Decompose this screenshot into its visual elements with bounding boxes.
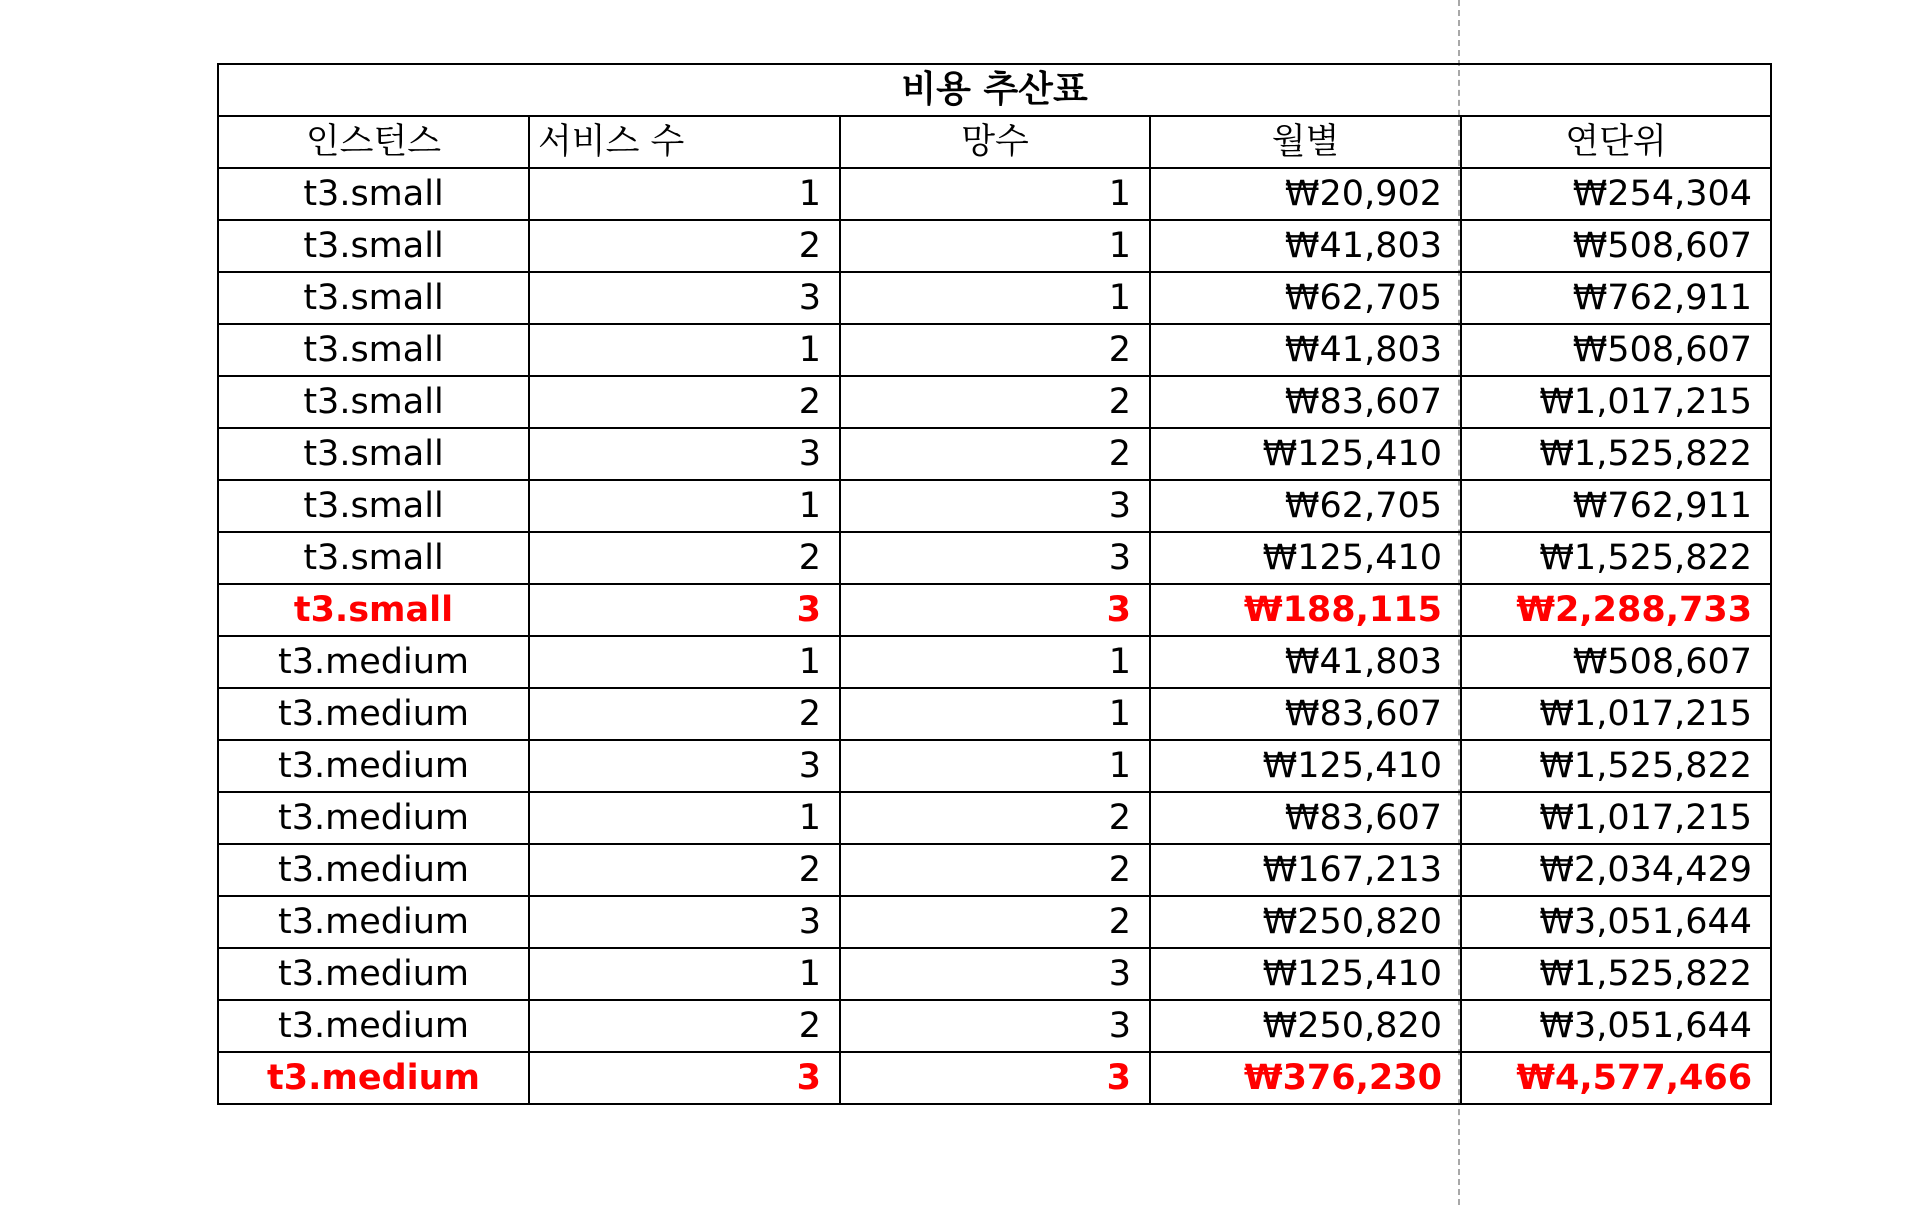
cell-service-count[interactable]: 1 — [529, 792, 840, 844]
cell-service-count[interactable]: 3 — [529, 896, 840, 948]
cell-monthly[interactable]: ₩41,803 — [1150, 324, 1461, 376]
cell-monthly[interactable]: ₩83,607 — [1150, 688, 1461, 740]
table-row — [218, 948, 1771, 1000]
cell-network-count[interactable]: 3 — [840, 480, 1150, 532]
cell-service-count[interactable]: 2 — [529, 844, 840, 896]
cell-service-count[interactable]: 2 — [529, 532, 840, 584]
cell-monthly[interactable]: ₩188,115 — [1150, 584, 1461, 636]
cell-monthly[interactable]: ₩167,213 — [1150, 844, 1461, 896]
cell-monthly[interactable]: ₩83,607 — [1150, 376, 1461, 428]
cell-annual[interactable]: ₩3,051,644 — [1461, 1000, 1771, 1052]
cell-service-count[interactable]: 1 — [529, 168, 840, 220]
table-row — [218, 168, 1771, 220]
cell-annual[interactable]: ₩762,911 — [1461, 272, 1771, 324]
cell-annual[interactable]: ₩508,607 — [1461, 636, 1771, 688]
cell-monthly[interactable]: ₩83,607 — [1150, 792, 1461, 844]
cell-annual[interactable]: ₩2,288,733 — [1461, 584, 1771, 636]
cell-network-count[interactable]: 2 — [840, 376, 1150, 428]
cell-monthly[interactable]: ₩41,803 — [1150, 220, 1461, 272]
cell-instance[interactable]: t3.medium — [218, 740, 529, 792]
table-row — [218, 792, 1771, 844]
cell-monthly[interactable]: ₩250,820 — [1150, 1000, 1461, 1052]
cell-monthly[interactable]: ₩125,410 — [1150, 532, 1461, 584]
cell-monthly[interactable]: ₩20,902 — [1150, 168, 1461, 220]
header-network-count[interactable]: 망수 — [840, 116, 1150, 168]
cell-instance[interactable]: t3.small — [218, 480, 529, 532]
header-instance[interactable]: 인스턴스 — [218, 116, 529, 168]
cell-monthly[interactable]: ₩62,705 — [1150, 480, 1461, 532]
header-service-count[interactable]: 서비스 수 — [529, 116, 840, 168]
cell-service-count[interactable]: 3 — [529, 740, 840, 792]
header-monthly[interactable]: 월별 — [1150, 116, 1461, 168]
cell-service-count[interactable]: 1 — [529, 636, 840, 688]
cell-network-count[interactable]: 3 — [840, 948, 1150, 1000]
cell-network-count[interactable]: 2 — [840, 792, 1150, 844]
cell-network-count[interactable]: 3 — [840, 584, 1150, 636]
cell-annual[interactable]: ₩508,607 — [1461, 220, 1771, 272]
table-title[interactable]: 비용 추산표 — [218, 64, 1771, 116]
table-row — [218, 688, 1771, 740]
cell-annual[interactable]: ₩4,577,466 — [1461, 1052, 1771, 1104]
cell-annual[interactable]: ₩1,017,215 — [1461, 792, 1771, 844]
cell-service-count[interactable]: 3 — [529, 272, 840, 324]
table-row — [218, 324, 1771, 376]
cell-annual[interactable]: ₩1,525,822 — [1461, 948, 1771, 1000]
table-row — [218, 844, 1771, 896]
cell-monthly[interactable]: ₩250,820 — [1150, 896, 1461, 948]
cell-instance[interactable]: t3.medium — [218, 844, 529, 896]
table-row — [218, 532, 1771, 584]
cell-monthly[interactable]: ₩376,230 — [1150, 1052, 1461, 1104]
cell-service-count[interactable]: 3 — [529, 1052, 840, 1104]
table-body — [218, 168, 1771, 1104]
cell-instance[interactable]: t3.small — [218, 376, 529, 428]
cell-annual[interactable]: ₩3,051,644 — [1461, 896, 1771, 948]
cell-annual[interactable]: ₩254,304 — [1461, 168, 1771, 220]
cell-service-count[interactable]: 1 — [529, 480, 840, 532]
cell-instance[interactable]: t3.medium — [218, 1052, 529, 1104]
cell-instance[interactable]: t3.medium — [218, 636, 529, 688]
cell-network-count[interactable]: 1 — [840, 168, 1150, 220]
cell-network-count[interactable]: 2 — [840, 844, 1150, 896]
table-row — [218, 636, 1771, 688]
cell-service-count[interactable]: 2 — [529, 220, 840, 272]
cell-instance[interactable]: t3.small — [218, 324, 529, 376]
cell-instance[interactable]: t3.small — [218, 532, 529, 584]
cell-instance[interactable]: t3.medium — [218, 1000, 529, 1052]
cost-estimate-table — [217, 63, 1772, 1105]
cell-instance[interactable]: t3.small — [218, 272, 529, 324]
cell-service-count[interactable]: 1 — [529, 324, 840, 376]
cell-monthly[interactable]: ₩125,410 — [1150, 740, 1461, 792]
cell-network-count[interactable]: 2 — [840, 324, 1150, 376]
table-row — [218, 272, 1771, 324]
table-row — [218, 896, 1771, 948]
cell-service-count[interactable]: 3 — [529, 428, 840, 480]
cell-network-count[interactable]: 3 — [840, 1052, 1150, 1104]
cell-service-count[interactable]: 1 — [529, 948, 840, 1000]
table-row — [218, 428, 1771, 480]
cell-network-count[interactable]: 3 — [840, 1000, 1150, 1052]
cell-instance[interactable]: t3.medium — [218, 896, 529, 948]
cell-service-count[interactable]: 3 — [529, 584, 840, 636]
cell-monthly[interactable]: ₩62,705 — [1150, 272, 1461, 324]
cell-network-count[interactable]: 1 — [840, 272, 1150, 324]
cell-network-count[interactable]: 1 — [840, 740, 1150, 792]
cell-network-count[interactable]: 1 — [840, 636, 1150, 688]
header-annual[interactable]: 연단위 — [1461, 116, 1771, 168]
cell-instance[interactable]: t3.medium — [218, 688, 529, 740]
cell-network-count[interactable]: 2 — [840, 896, 1150, 948]
cell-service-count[interactable]: 2 — [529, 688, 840, 740]
table-row — [218, 1000, 1771, 1052]
cell-network-count[interactable]: 3 — [840, 532, 1150, 584]
cell-instance[interactable]: t3.small — [218, 168, 529, 220]
table-row-highlighted — [218, 1052, 1771, 1104]
cell-monthly[interactable]: ₩125,410 — [1150, 948, 1461, 1000]
cell-service-count[interactable]: 2 — [529, 376, 840, 428]
table-row — [218, 220, 1771, 272]
cell-instance[interactable]: t3.small — [218, 584, 529, 636]
cell-network-count[interactable]: 1 — [840, 220, 1150, 272]
table-row-highlighted — [218, 584, 1771, 636]
cell-instance[interactable]: t3.small — [218, 220, 529, 272]
cell-instance[interactable]: t3.medium — [218, 792, 529, 844]
cell-annual[interactable]: ₩508,607 — [1461, 324, 1771, 376]
cell-annual[interactable]: ₩1,525,822 — [1461, 740, 1771, 792]
cell-annual[interactable]: ₩1,525,822 — [1461, 532, 1771, 584]
cell-annual[interactable]: ₩2,034,429 — [1461, 844, 1771, 896]
cell-annual[interactable]: ₩1,525,822 — [1461, 428, 1771, 480]
cell-monthly[interactable]: ₩125,410 — [1150, 428, 1461, 480]
table-row — [218, 376, 1771, 428]
cell-annual[interactable]: ₩762,911 — [1461, 480, 1771, 532]
cell-network-count[interactable]: 1 — [840, 688, 1150, 740]
cell-network-count[interactable]: 2 — [840, 428, 1150, 480]
cell-service-count[interactable]: 2 — [529, 1000, 840, 1052]
title-row — [218, 64, 1771, 116]
cell-instance[interactable]: t3.medium — [218, 948, 529, 1000]
cell-annual[interactable]: ₩1,017,215 — [1461, 376, 1771, 428]
header-row — [218, 116, 1771, 168]
cell-annual[interactable]: ₩1,017,215 — [1461, 688, 1771, 740]
cell-monthly[interactable]: ₩41,803 — [1150, 636, 1461, 688]
table-row — [218, 740, 1771, 792]
cell-instance[interactable]: t3.small — [218, 428, 529, 480]
table-row — [218, 480, 1771, 532]
